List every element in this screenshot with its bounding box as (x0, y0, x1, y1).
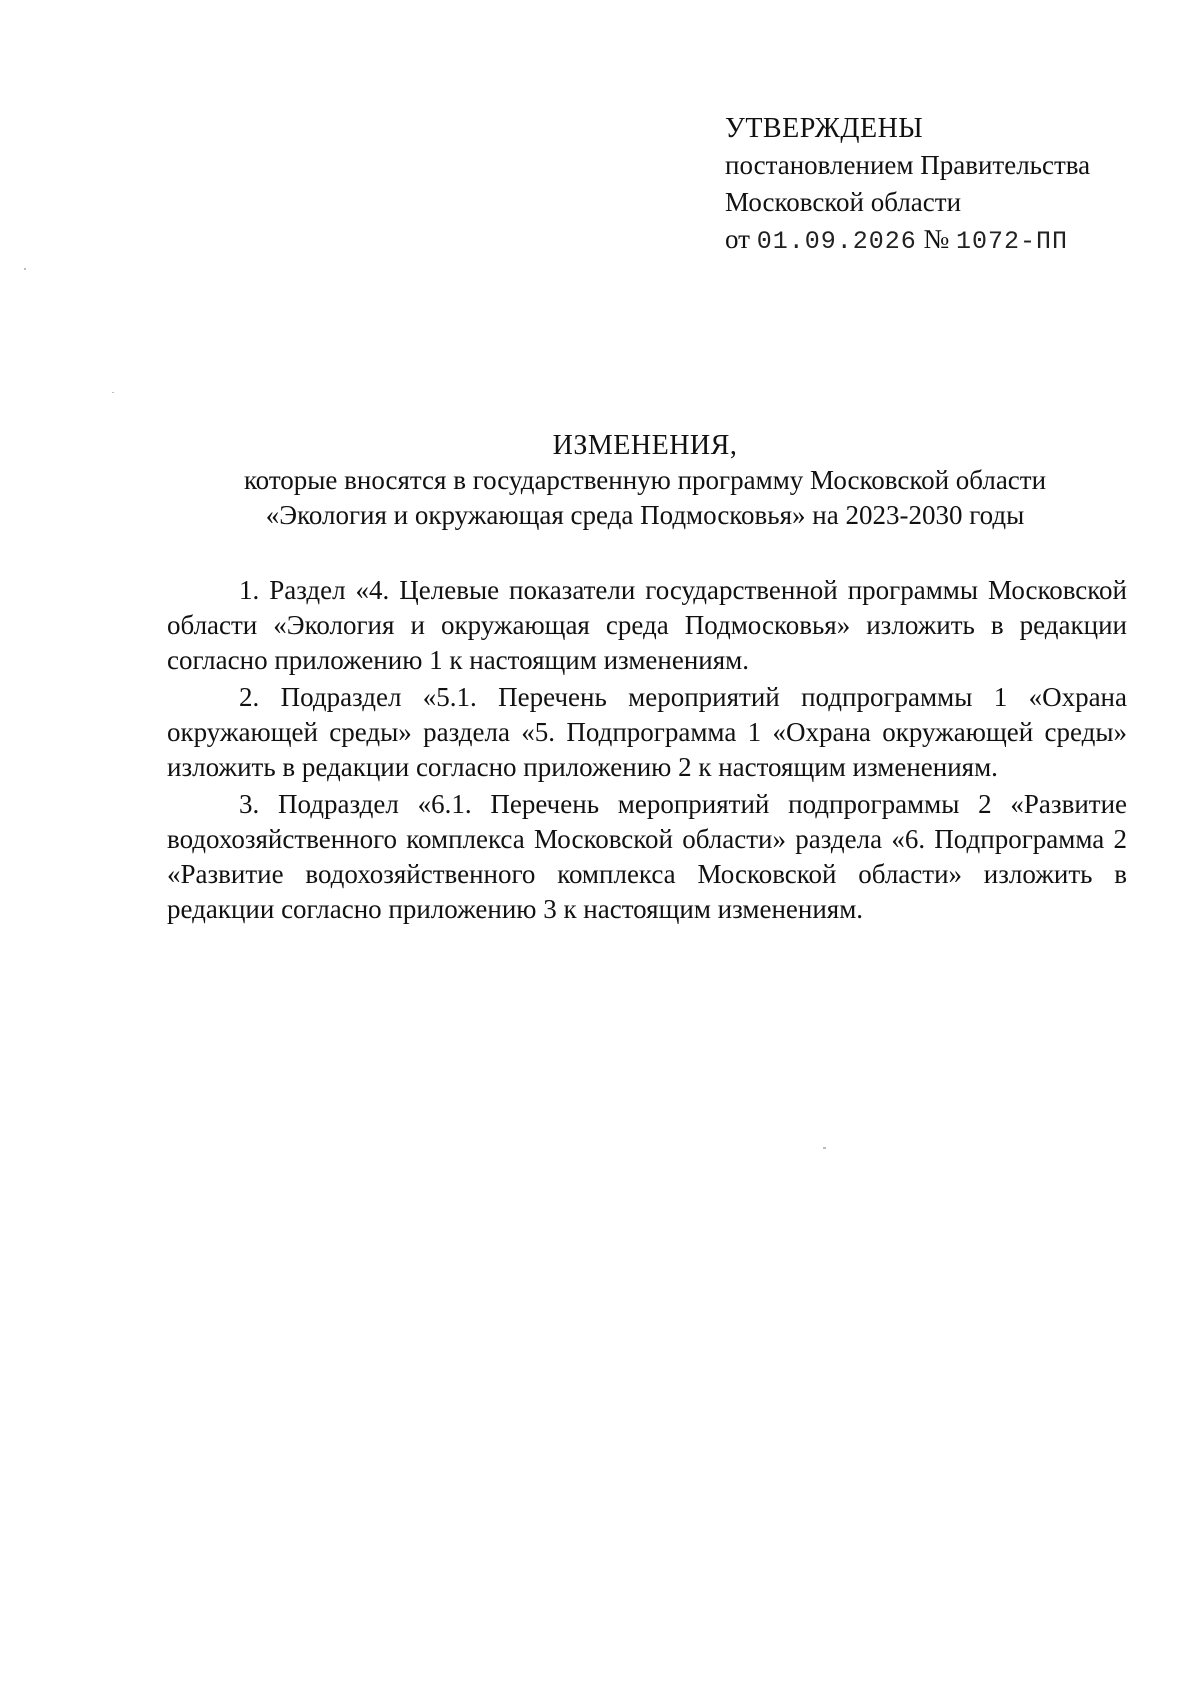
decree-date: 01.09.2026 (756, 227, 917, 256)
paragraph-item-3: 3. Подраздел «6.1. Перечень мероприятий подпрограммы 2 «Развитие водохозяйственного комплекса Московской области» раздела «6. Подпрограмма 2 «Развитие водохозяйственного комплекса Московской области» изложить в редакции согласно приложению 3 к настоящим изменениям. (167, 789, 1127, 924)
number-sign: № (923, 224, 950, 254)
approval-line-2: Московской области (725, 187, 962, 217)
document-heading (165, 428, 1125, 533)
heading-line-2: «Экология и окружающая среда Подмосковья» на 2023-2030 годы (265, 500, 1025, 530)
scan-speck (823, 1147, 826, 1149)
approval-reference (725, 221, 1165, 260)
scan-speck (24, 268, 26, 270)
paragraph-item-2: 2. Подраздел «5.1. Перечень мероприятий подпрограммы 1 «Охрана окружающей среды» раздела «5. Подпрограмма 1 «Охрана окружающей среды» изложить в редакции согласно приложению 2 к настоящим изменениям. (167, 682, 1127, 782)
scan-speck (112, 392, 114, 393)
paragraph-item-1: 1. Раздел «4. Целевые показатели государственной программы Московской области «Экология и окружающая среда Подмосковья» изложить в редакции согласно приложению 1 к настоящим изменениям. (167, 575, 1127, 675)
approval-block (725, 110, 1165, 260)
heading-title: ИЗМЕНЕНИЯ, (552, 430, 738, 461)
approval-title: УТВЕРЖДЕНЫ (725, 113, 924, 144)
document-body (167, 573, 1127, 929)
heading-line-1: которые вносятся в государственную программу Московской области (243, 465, 1047, 495)
date-prefix: от (725, 224, 750, 254)
decree-number: 1072-ПП (956, 227, 1069, 256)
approval-line-1: постановлением Правительства (725, 150, 1091, 180)
